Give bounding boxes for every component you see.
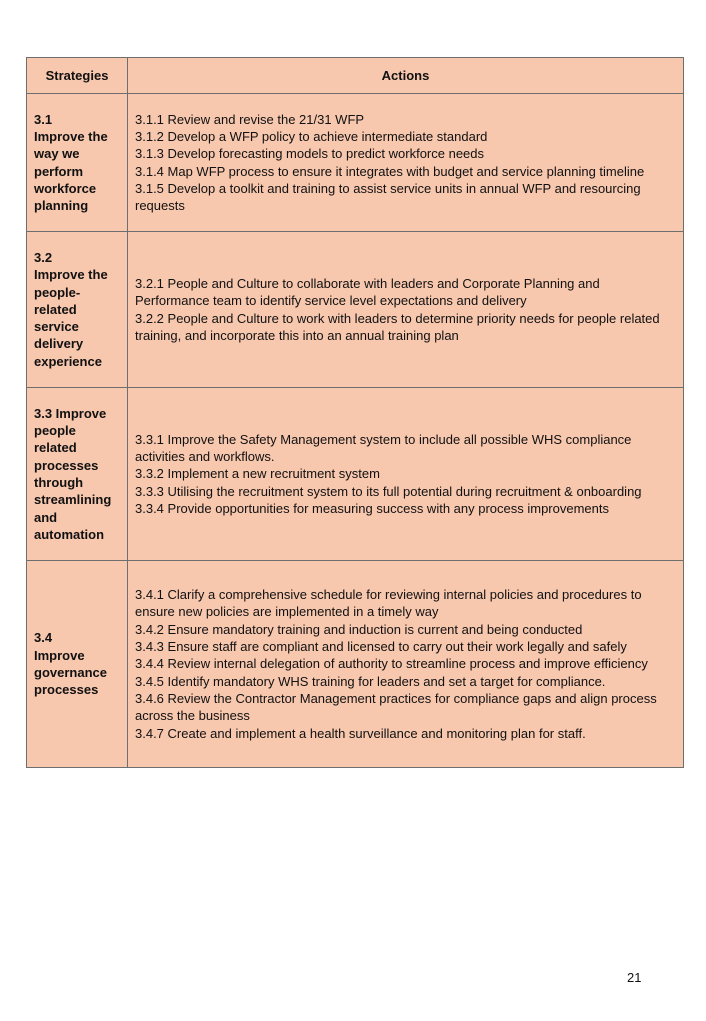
action-item: 3.4.1 Clarify a comprehensive schedule for reviewing internal policies and procedures to ensure new policies are implemented in a timely way — [135, 587, 642, 620]
table-row — [27, 388, 684, 561]
strategy-text: workforce — [34, 180, 97, 196]
action-item: 3.4.5 Identify mandatory WHS training for leaders and set a target for compliance. — [135, 673, 606, 689]
action-item: 3.2.2 People and Culture to work with leaders to determine priority needs for people related training, and incorporate this into an annual training plan — [135, 310, 660, 343]
strategy-text: perform — [34, 163, 84, 179]
strategy-text: way we — [34, 146, 80, 162]
strategy-text: governance — [34, 665, 107, 680]
strategy-text: streamlining — [34, 492, 112, 508]
action-item: 3.1.1 Review and revise the 21/31 WFP — [135, 111, 365, 127]
actions-cell — [128, 232, 684, 388]
strategy-text: people- — [34, 284, 81, 300]
strategy-text: Improve — [34, 647, 85, 663]
action-item: 3.3.1 Improve the Safety Management system to include all possible WHS compliance activities and workflows. — [135, 431, 632, 465]
strategies-table — [26, 57, 684, 768]
action-item: 3.4.7 Create and implement a health surveillance and monitoring plan for staff. — [135, 725, 586, 741]
action-item: 3.4.6 Review the Contractor Management practices for compliance gaps and align process across the business — [135, 690, 657, 724]
action-item: 3.4.4 Review internal delegation of authority to streamline process and improve efficiency — [135, 656, 648, 672]
actions-cell — [128, 94, 684, 232]
action-item: 3.1.3 Develop forecasting models to predict workforce needs — [135, 146, 485, 162]
strategy-cell — [27, 388, 128, 561]
action-item: 3.4.2 Ensure mandatory training and induction is current and being conducted — [135, 621, 583, 637]
header-actions: Actions — [128, 58, 684, 94]
table-row — [27, 94, 684, 232]
action-item: 3.3.4 Provide opportunities for measuring success with any process improvements — [135, 500, 609, 516]
strategy-text: people — [34, 423, 76, 439]
strategy-text: automation — [34, 526, 105, 542]
action-item: 3.3.3 Utilising the recruitment system to its full potential during recruitment & onboarding — [135, 483, 642, 499]
strategy-text: related — [34, 440, 77, 456]
action-item: 3.4.3 Ensure staff are compliant and licensed to carry out their work legally and safely — [135, 639, 627, 655]
strategy-text: 3.2 — [34, 249, 53, 265]
strategy-text: related — [34, 301, 77, 317]
strategy-text: processes — [34, 457, 99, 473]
strategy-text: 3.1 — [34, 111, 53, 127]
header-strategies: Strategies — [27, 58, 128, 94]
strategy-cell — [27, 94, 128, 232]
strategy-text: 3.3 Improve — [34, 405, 107, 421]
strategy-text: Improve the — [34, 128, 108, 144]
action-item: 3.1.2 Develop a WFP policy to achieve intermediate standard — [135, 128, 488, 144]
action-item: 3.2.1 People and Culture to collaborate with leaders and Corporate Planning and Performance team to identify service level expectations and delivery — [135, 275, 600, 309]
strategy-text: 3.4 — [34, 630, 53, 646]
strategy-cell — [27, 232, 128, 388]
actions-cell — [128, 388, 684, 561]
table-header-row — [27, 58, 684, 94]
strategy-text: experience — [34, 353, 102, 369]
strategy-text: through — [34, 475, 84, 490]
action-item: 3.3.2 Implement a new recruitment system — [135, 466, 380, 482]
action-item: 3.1.5 Develop a toolkit and training to assist service units in annual WFP and resourcing requests — [135, 180, 641, 214]
table-row — [27, 232, 684, 388]
strategy-text: service — [34, 319, 79, 335]
strategy-cell — [27, 561, 128, 768]
action-item: 3.1.4 Map WFP process to ensure it integrates with budget and service planning timeline — [135, 163, 645, 179]
table-row — [27, 561, 684, 768]
strategy-text: Improve the — [34, 267, 108, 283]
strategy-text: planning — [34, 198, 89, 214]
strategy-text: delivery — [34, 336, 84, 352]
strategy-text: and — [34, 509, 58, 525]
actions-cell — [128, 561, 684, 768]
page-number: 21 — [627, 970, 642, 985]
strategy-text: processes — [34, 682, 99, 698]
